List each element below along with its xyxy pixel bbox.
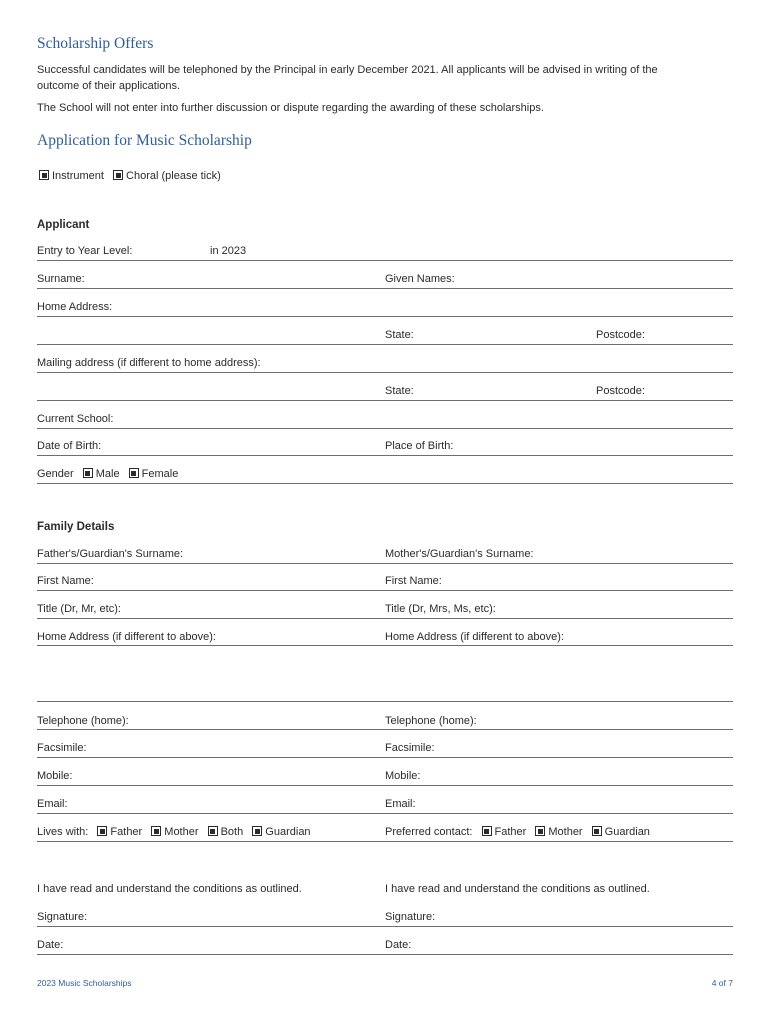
lives-with-label: Lives with: [37,826,89,838]
home-address-line-2-field[interactable] [37,344,733,345]
mailing-postcode-label: Postcode: [596,385,645,397]
mother-home-address-label: Home Address (if different to above): [385,631,564,643]
instrument-label: Instrument [52,170,104,182]
lives-both-label: Both [220,826,244,838]
mailing-address-line-2-field[interactable] [37,400,733,401]
instrument-checkbox[interactable] [39,170,49,180]
parent-home-address-field[interactable] [37,645,733,646]
entry-year-label: Entry to Year Level: [37,245,133,257]
lives-father-checkbox[interactable] [97,826,107,836]
surname-label: Surname: [37,273,85,285]
page-number: 4 of 7 [711,978,733,988]
contact-guardian-label: Guardian [604,826,650,838]
mother-email-label: Email: [385,798,416,810]
parent-first-name-field[interactable] [37,590,733,591]
home-address-field[interactable] [37,316,733,317]
father-first-name-label: First Name: [37,575,94,587]
application-heading: Application for Music Scholarship [37,132,252,149]
declaration-text-left: I have read and understand the conditions as outlined. [37,883,302,895]
gender-line [37,483,733,484]
mother-mobile-label: Mobile: [385,770,421,782]
parent-title-field[interactable] [37,618,733,619]
mother-telephone-label: Telephone (home): [385,715,477,727]
offers-heading: Scholarship Offers [37,35,154,52]
father-email-label: Email: [37,798,68,810]
father-facsimile-label: Facsimile: [37,742,87,754]
date-right-label: Date: [385,939,412,951]
footer-title: 2023 Music Scholarships [37,978,132,988]
father-home-address-label: Home Address (if different to above): [37,631,216,643]
applicant-heading: Applicant [37,219,90,231]
lives-father-label: Father [110,826,143,838]
mother-surname-label: Mother's/Guardian's Surname: [385,548,534,560]
signature-field[interactable] [37,926,733,927]
date-field[interactable] [37,954,733,955]
mailing-address-label: Mailing address (if different to home address): [37,357,261,369]
facsimile-field[interactable] [37,757,733,758]
lives-with-line [37,841,733,842]
entry-year-field[interactable] [37,260,733,261]
choral-checkbox[interactable] [113,170,123,180]
contact-father-checkbox[interactable] [482,826,492,836]
mother-title-label: Title (Dr, Mrs, Ms, etc): [385,603,496,615]
choral-label: Choral (please tick) [126,170,221,182]
dob-label: Date of Birth: [37,440,102,452]
preferred-contact-row [385,826,650,838]
date-left-label: Date: [37,939,64,951]
declaration-text-right: I have read and understand the conditions as outlined. [385,883,650,895]
dob-pob-field[interactable] [37,455,733,456]
mobile-field[interactable] [37,785,733,786]
father-mobile-label: Mobile: [37,770,73,782]
lives-both-checkbox[interactable] [208,826,218,836]
current-school-label: Current School: [37,413,114,425]
family-heading: Family Details [37,521,115,533]
signature-left-label: Signature: [37,911,88,923]
email-field[interactable] [37,813,733,814]
mailing-address-field[interactable] [37,372,733,373]
home-address-label: Home Address: [37,301,113,313]
given-names-label: Given Names: [385,273,455,285]
gender-row [37,468,178,480]
home-postcode-label: Postcode: [596,329,645,341]
preferred-contact-label: Preferred contact: [385,826,473,838]
female-label: Female [141,468,179,480]
parent-home-address-line-2-field[interactable] [37,701,733,702]
lives-mother-checkbox[interactable] [151,826,161,836]
contact-father-label: Father [494,826,527,838]
telephone-field[interactable] [37,729,733,730]
pob-label: Place of Birth: [385,440,454,452]
male-checkbox[interactable] [83,468,93,478]
scholarship-type-options [39,170,221,182]
parent-surname-field[interactable] [37,563,733,564]
contact-mother-checkbox[interactable] [535,826,545,836]
female-checkbox[interactable] [129,468,139,478]
father-title-label: Title (Dr, Mr, etc): [37,603,121,615]
lives-guardian-checkbox[interactable] [252,826,262,836]
home-state-label: State: [385,329,414,341]
current-school-field[interactable] [37,428,733,429]
mother-first-name-label: First Name: [385,575,442,587]
lives-with-row [37,826,311,838]
signature-right-label: Signature: [385,911,436,923]
contact-mother-label: Mother [548,826,583,838]
mother-facsimile-label: Facsimile: [385,742,435,754]
surname-given-field[interactable] [37,288,733,289]
father-telephone-label: Telephone (home): [37,715,129,727]
offers-paragraph-2: The School will not enter into further discussion or dispute regarding the awarding of these scholarships. [37,102,544,114]
father-surname-label: Father's/Guardian's Surname: [37,548,184,560]
contact-guardian-checkbox[interactable] [592,826,602,836]
lives-mother-label: Mother [164,826,199,838]
gender-label: Gender [37,468,74,480]
entry-year-suffix: in 2023 [210,245,247,257]
offers-paragraph-1: Successful candidates will be telephoned by the Principal in early December 2021. All applicants will be advised in writing of the outcome of their applications. [37,64,658,92]
male-label: Male [95,468,120,480]
mailing-state-label: State: [385,385,414,397]
lives-guardian-label: Guardian [265,826,311,838]
